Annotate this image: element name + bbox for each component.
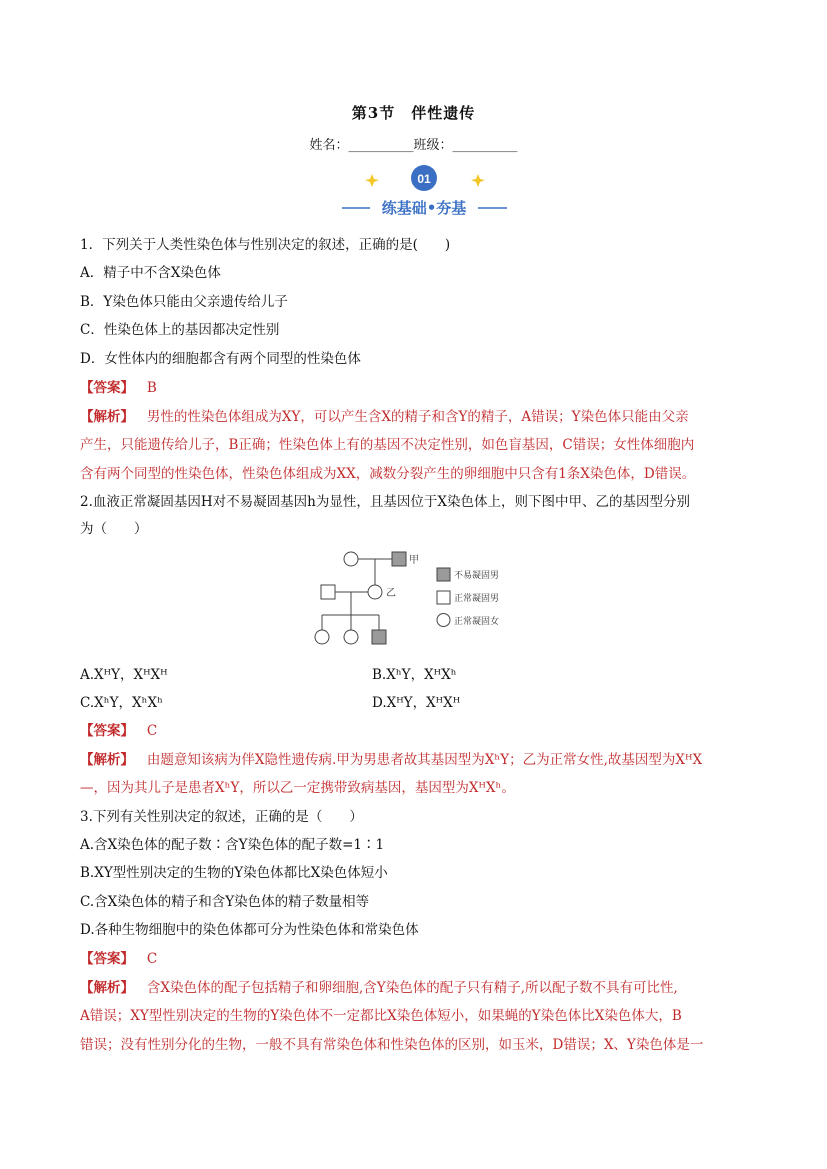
badge-label: 练基础•夯基 (381, 199, 467, 217)
q3-analysis-3: 错误；没有性别分化的生物，一般不具有常染色体和性染色体的区别，如玉米，D错误；X、Y染色体是一 (80, 1037, 704, 1053)
section-badge (342, 162, 507, 222)
legend-label: 正常凝固女 (454, 617, 500, 627)
name-class-line: 姓名：__________班级：__________ (309, 138, 518, 153)
q3-stem: 3.下列有关性别决定的叙述，正确的是（ ） (80, 809, 363, 825)
q1-answer (80, 377, 760, 399)
q1-analysis-text-1: 男性的性染色体组成为XY，可以产生含X的精子和含Y的精子，A错误；Y染色体只能由父亲 (146, 409, 689, 425)
q1-option-a: A．精子中不含X染色体 (80, 265, 221, 281)
analysis-tag: 【解析】 (80, 980, 134, 996)
answer-tag: 【答案】 (80, 723, 134, 739)
q3-option-b: B.XY型性别决定的生物的Y染色体都比X染色体短小 (80, 865, 388, 881)
answer-tag: 【答案】 (80, 380, 134, 396)
legend-normal-female-icon (437, 614, 450, 627)
q3-option-d: D.各种生物细胞中的染色体都可分为性染色体和常染色体 (80, 922, 419, 938)
q1-stem: 1．下列关于人类性染色体与性别决定的叙述，正确的是( ) (80, 237, 451, 253)
q3-option-a: A.含X染色体的配子数∶含Y染色体的配子数=1∶1 (80, 837, 385, 853)
analysis-tag: 【解析】 (80, 752, 134, 768)
q2-stem-2: 为（ ） (80, 521, 148, 537)
normal-male-icon (321, 585, 335, 599)
q1-analysis-2: 产生，只能遗传给儿子，B正确；性染色体上有的基因不决定性别，如色盲基因，C错误；女性体细胞内 (80, 437, 695, 453)
legend-normal-male-icon (437, 591, 450, 604)
q3-analysis-text-1: 含X染色体的配子包括精子和卵细胞,含Y染色体的配子只有精子,所以配子数不具有可比性, (146, 980, 678, 996)
q3-answer (80, 948, 760, 970)
q2-analysis-1 (80, 749, 760, 771)
legend-label: 正常凝固男 (454, 594, 500, 604)
q2-analysis-2: —，因为其儿子是患者XʰY，所以乙一定携带致病基因，基因型为XᴴXʰ。 (80, 780, 515, 796)
q1-option-b: B．Y染色体只能由父亲遗传给儿子 (80, 294, 288, 310)
affected-male-icon (392, 552, 406, 566)
normal-female-icon (315, 630, 329, 644)
q1-answer-value: B (146, 380, 157, 396)
q2-analysis-text-1: 由题意知该病为伴X隐性遗传病.甲为男患者故其基因型为XʰY；乙为正常女性,故基因型为XᴴX (146, 752, 703, 768)
normal-female-icon (344, 552, 358, 566)
q2-answer (80, 720, 760, 742)
section-title: 第3节 伴性遗传 (351, 104, 476, 122)
q1-option-d: D．女性体内的细胞都含有两个同型的性染色体 (80, 351, 361, 367)
q3-analysis-2: A错误；XY型性别决定的生物的Y染色体不一定都比X染色体短小，如果蝇的Y染色体比X染色体大，B (80, 1008, 682, 1024)
badge-number: 01 (417, 172, 431, 186)
star-icon (471, 174, 485, 187)
q3-analysis-1 (80, 977, 760, 999)
q3-option-c: C.含X染色体的精子和含Y染色体的精子数量相等 (80, 894, 370, 910)
analysis-tag: 【解析】 (80, 409, 134, 425)
label-jia: 甲 (409, 555, 419, 566)
q2-option-c: C.XʰY，XʰXʰ (80, 695, 163, 711)
star-icon (365, 174, 379, 187)
q2-option-a: A.XᴴY，XᴴXᴴ (80, 667, 168, 683)
normal-female-icon (368, 585, 382, 599)
q2-answer-value: C (146, 723, 158, 739)
answer-tag: 【答案】 (80, 951, 134, 967)
pedigree-diagram (302, 545, 532, 650)
legend-affected-male-icon (437, 568, 450, 581)
q2-option-b: B.XʰY，XᴴXʰ (372, 667, 457, 683)
legend-label: 不易凝固男 (454, 571, 500, 581)
q2-stem-1: 2.血液正常凝固基因H对不易凝固基因h为显性，且基因位于X染色体上，则下图中甲、乙的基因型分别 (80, 494, 690, 510)
q1-analysis-3: 含有两个同型的性染色体，性染色体组成为XX，减数分裂产生的卵细胞中只含有1条X染色体，D错误。 (80, 466, 696, 482)
normal-female-icon (344, 630, 358, 644)
q1-option-c: C．性染色体上的基因都决定性别 (80, 322, 280, 338)
label-yi: 乙 (386, 588, 396, 599)
q3-answer-value: C (146, 951, 158, 967)
q2-option-d: D.XᴴY，XᴴXᴴ (372, 695, 461, 711)
q1-analysis-1 (80, 406, 760, 428)
affected-male-icon (372, 630, 386, 644)
